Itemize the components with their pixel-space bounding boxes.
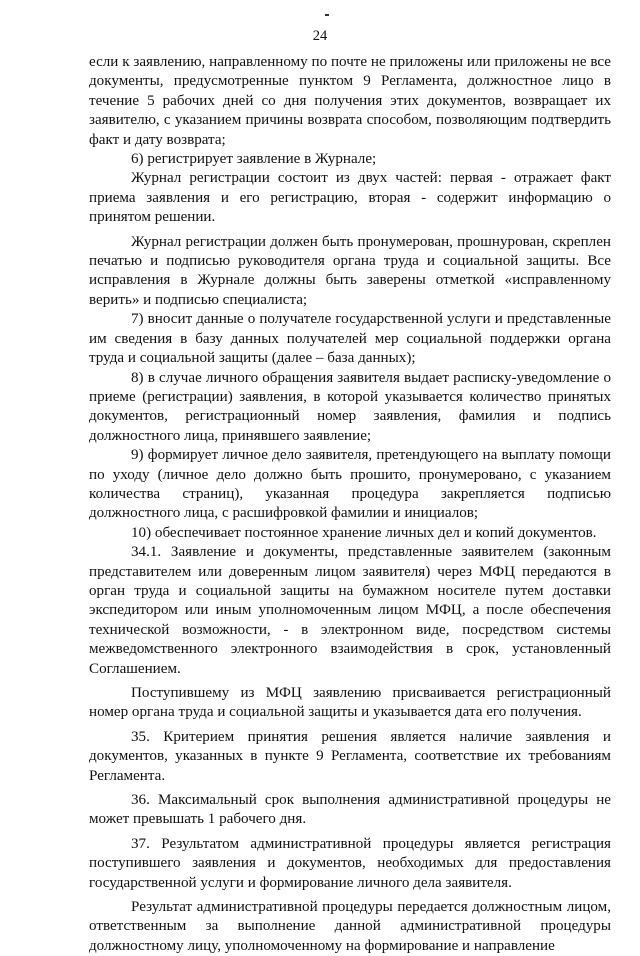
paragraph: 37. Результатом административной процедуры является регистрация поступившего заявления и документов, необходимых для предоставления государственной услуги и формирование личного дела заявителя.	[89, 835, 611, 891]
paragraph: 9) формирует личное дело заявителя, претендующего на выплату помощи по уходу (личное дело должно быть прошито, пронумеровано, с указанием количества страниц), указанная процедура закрепляется подписью должностного лица, с расшифровкой фамилии и инициалов;	[89, 447, 611, 522]
paragraph: 7) вносит данные о получателе государственной услуги и представленные им сведения в базу данных получателей мер социальной поддержки органа труда и социальной защиты (далее – база данных);	[89, 311, 611, 367]
paragraph: Результат административной процедуры передается должностным лицом, ответственным за выполнение данной административной процедуры должностному лицу, уполномоченному на формирование и направление	[89, 899, 611, 954]
scan-mark	[325, 14, 329, 16]
paragraph: 8) в случае личного обращения заявителя выдает расписку-уведомление о приеме (регистрации) заявления, в которой указывается количество принятых документов, регистрационный номер заявления, фамилия и подпись должностного лица, принявшего заявление;	[89, 369, 611, 444]
paragraph: 10) обеспечивает постоянное хранение личных дел и копий документов.	[131, 524, 597, 541]
document-body	[89, 53, 611, 956]
paragraph: 36. Максимальный срок выполнения административной процедуры не может превышать 1 рабочего дня.	[89, 792, 611, 828]
paragraph: Журнал регистрации должен быть пронумерован, прошнурован, скреплен печатью и подписью руководителя органа труда и социальной защиты. Все исправления в Журнале должны быть заверены отметкой «исправленному верить» и подписью специалиста;	[89, 233, 611, 308]
paragraph: если к заявлению, направленному по почте не приложены или приложены не все документы, предусмотренные пунктом 9 Регламента, должностное лицо в течение 5 рабочих дней со дня получения этих документов, возвращает их заявителю, с указанием причины возврата способом, позволяющим подтвердить факт и дату возврата;	[89, 54, 611, 148]
paragraph: 34.1. Заявление и документы, представленные заявителем (законным представителем или доверенным лицом заявителя) через МФЦ передаются в орган труда и социальной защиты на бумажном носителе путем доставки экспедитором или иным уполномоченным лицом МФЦ, а после обеспечения технической возможности, - в электронном виде, посредством системы межведомственного электронного взаимодействия в срок, установленный Соглашением.	[89, 544, 611, 677]
paragraph: Поступившему из МФЦ заявлению присваивается регистрационный номер органа труда и социальной защиты и указывается дата его получения.	[89, 685, 611, 721]
paragraph: 35. Критерием принятия решения является наличие заявления и документов, указанных в пункте 9 Регламента, соответствие их требованиям Регламента.	[89, 728, 611, 784]
page-number: 24	[312, 28, 328, 44]
paragraph: Журнал регистрации состоит из двух частей: первая - отражает факт приема заявления и его регистрацию, вторая - содержит информацию о принятом решении.	[89, 170, 611, 226]
paragraph: 6) регистрирует заявление в Журнале;	[131, 151, 377, 168]
